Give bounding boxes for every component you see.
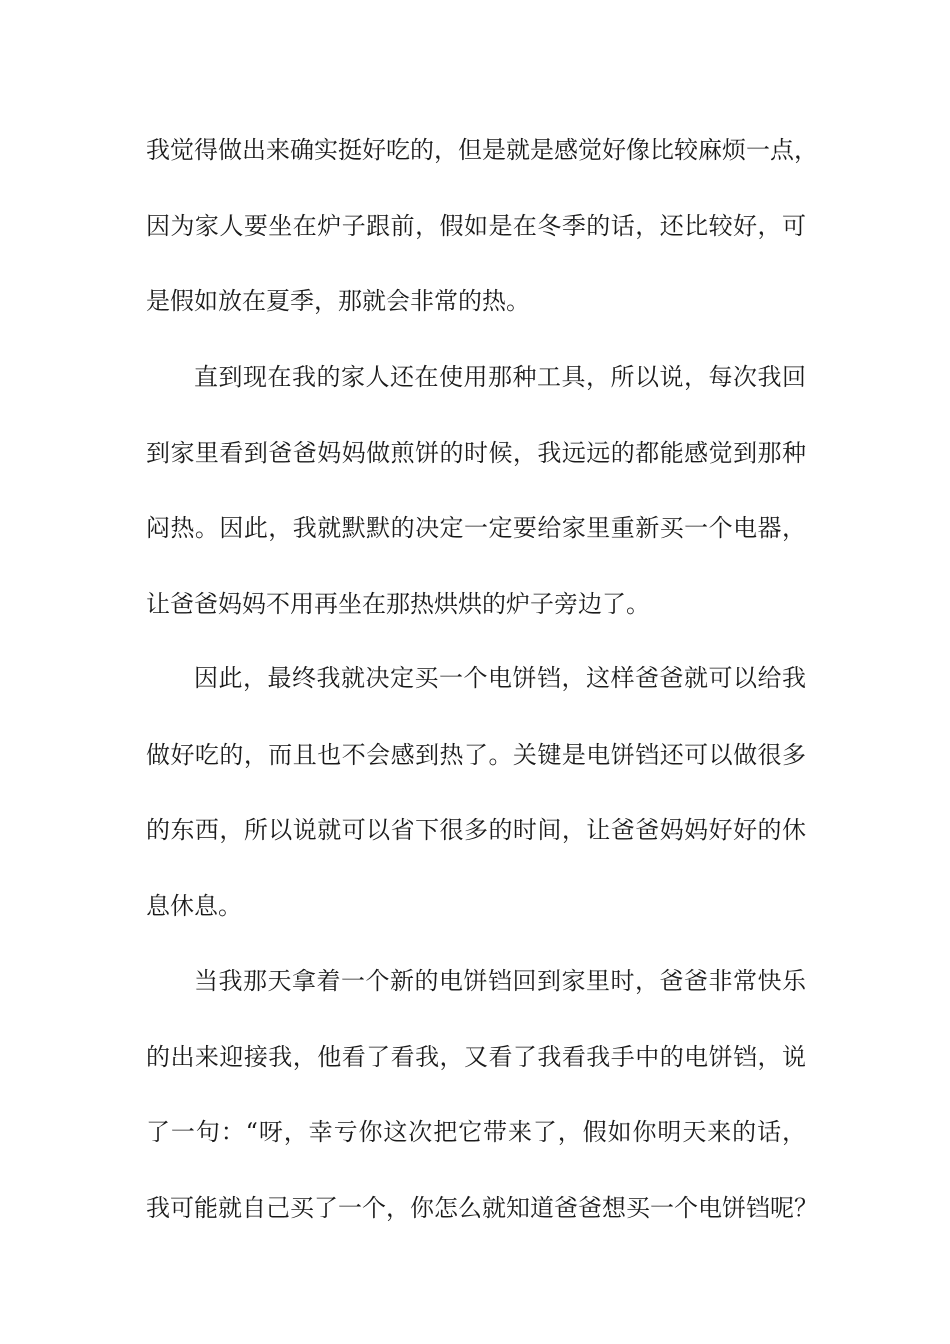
text-line: 的东西，所以说就可以省下很多的时间，让爸爸妈妈好好的休 [146, 816, 806, 844]
text-line: 到家里看到爸爸妈妈做煎饼的时候，我远远的都能感觉到那种 [146, 439, 806, 467]
paragraph-first-line: 当我那天拿着一个新的电饼铛回到家里时，爸爸非常快乐 [194, 967, 806, 995]
text-line: 了一句：“呀，幸亏你这次把它带来了，假如你明天来的话， [146, 1118, 806, 1146]
text-line: 的出来迎接我，他看了看我，又看了我看我手中的电饼铛，说 [146, 1043, 806, 1071]
paragraph-first-line: 因此，最终我就决定买一个电饼铛，这样爸爸就可以给我 [194, 664, 806, 692]
text-line: 做好吃的，而且也不会感到热了。关键是电饼铛还可以做很多 [146, 741, 806, 769]
text-line: 闷热。因此，我就默默的决定一定要给家里重新买一个电器， [146, 514, 806, 542]
text-line: 因为家人要坐在炉子跟前，假如是在冬季的话，还比较好，可 [146, 212, 806, 240]
text-line: 是假如放在夏季，那就会非常的热。 [146, 287, 530, 315]
text-line: 让爸爸妈妈不用再坐在那热烘烘的炉子旁边了。 [146, 590, 650, 618]
text-line: 我觉得做出来确实挺好吃的，但是就是感觉好像比较麻烦一点， [146, 136, 818, 164]
text-line: 我可能就自己买了一个，你怎么就知道爸爸想买一个电饼铛呢？ [146, 1194, 818, 1222]
paragraph-first-line: 直到现在我的家人还在使用那种工具，所以说，每次我回 [194, 363, 806, 391]
text-line: 息休息。 [146, 892, 242, 920]
